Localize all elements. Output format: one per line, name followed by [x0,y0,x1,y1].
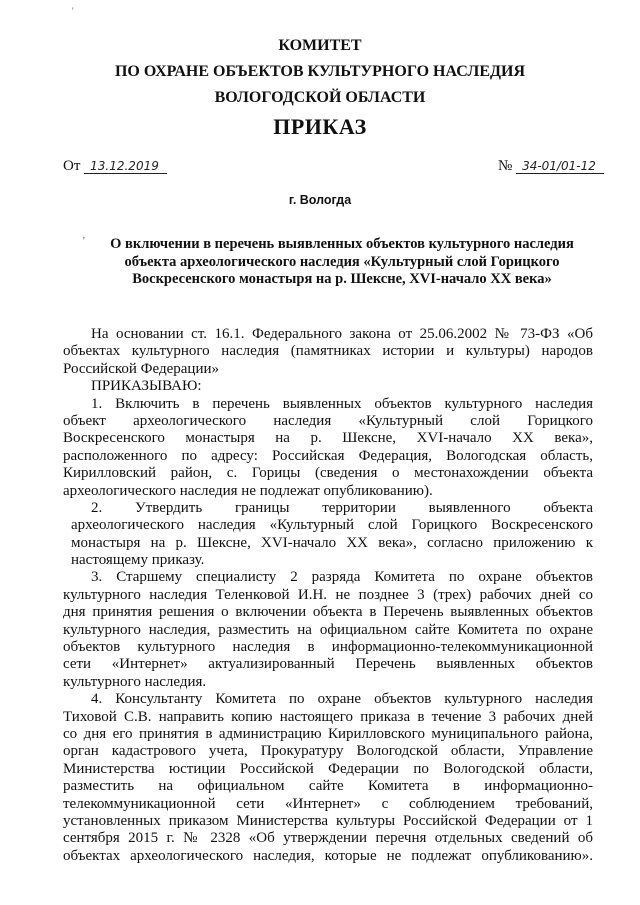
number-label: № [498,158,513,174]
body-line: объект археологического наследия «Культурный слой Горицкого [63,412,593,429]
body-line: ПРИКАЗЫВАЮ: [91,378,202,395]
city-line: г. Вологда [288,193,352,207]
number-line [498,158,604,175]
header-region: ВОЛОГОДСКОЙ ОБЛАСТИ [214,89,426,106]
body-line: сети «Интернет» актуализированный Перечень выявленных объектов [63,656,593,673]
body-line: объектах археологического наследия, которые не подлежат опубликованию». [63,847,593,864]
number-value: 34-01/01-12 [516,159,604,174]
body-line: со дня его принятия в администрацию Кирилловского муниципального района, [63,725,593,742]
subject-mark: ' [83,236,85,247]
body-line: культурного наследия. [63,673,207,690]
body-line: 3. Старшему специалисту 2 разряда Комитета по охране объектов [91,569,593,586]
body-line: объектов культурного наследия в информационно-телекоммуникационной [63,639,593,656]
header-committee-purpose: ПО ОХРАНЕ ОБЪЕКТОВ КУЛЬТУРНОГО НАСЛЕДИЯ [114,63,526,80]
body-line: археологического наследия не подлежат опубликованию). [63,482,433,499]
body-line: сентября 2015 г. № 2328 «Об утверждении перечня отдельных сведений об [63,830,593,847]
subject-line: объекта археологического наследия «Культурный слой Горицкого [124,253,560,270]
body-line: археологического наследия «Культурный слой Горицкого Воскресенского [71,517,593,534]
body-line: культурного наследия, разместить на официальном сайте Комитета по охране [63,621,593,638]
body-line: Кирилловский район, с. Горицы (сведения о местонахождении объекта [63,465,593,482]
body-line: дня принятия решения о включении объекта в Перечень выявленных объектов [63,604,593,621]
body-line: 2. Утвердить границы территории выявленного объекта [91,499,593,516]
corner-mark: ' [72,6,74,16]
document-type-title: ПРИКАЗ [273,114,367,139]
date-line [63,158,167,175]
body-line: 4. Консультанту Комитета по охране объектов культурного наследия [91,691,593,708]
body-line: На основании ст. 16.1. Федерального закона от 25.06.2002 № 73-ФЗ «Об [91,326,593,342]
header-committee: КОМИТЕТ [278,37,362,54]
body-line: орган кадастрового учета, Прокуратуру Вологодской области, Управление [63,743,593,760]
body-line: монастыря на р. Шексне, XVI-начало XX века», согласно приложению к [71,534,593,551]
date-value: 13.12.2019 [84,159,167,174]
order-body [63,326,593,865]
body-line: настоящему приказу. [71,552,205,569]
body-line: Воскресенского монастыря на р. Шексне, XVI-начало XX века», [63,430,593,447]
body-line: Министерства юстиции Российской Федерации по Вологодской области, [63,760,593,777]
body-line: разместить на официальном сайте Комитета в информационно- [63,778,593,795]
body-line: 1. Включить в перечень выявленных объектов культурного наследия [91,395,593,412]
body-line: телекоммуникационной сети «Интернет» с соблюдением требований, [63,795,593,812]
subject-line: О включении в перечень выявленных объектов культурного наследия [110,236,574,252]
body-line: расположенного по адресу: Российская Федерация, Вологодская область, [63,447,593,464]
body-line: объектах культурного наследия (памятниках истории и культуры) народов [63,343,593,360]
subject-line: Воскресенского монастыря на р. Шексне, XVI-начало XX века» [132,271,552,287]
body-line: установленных приказом Министерства культуры Российской Федерации от 1 [63,812,593,829]
body-line: Тиховой С.В. направить копию настоящего приказа в течение 3 рабочих дней [63,708,593,725]
subject-heading [82,236,602,289]
body-line: Российской Федерации» [63,360,220,377]
date-label: От [63,158,81,174]
body-line: культурного наследия Теленковой И.Н. не позднее 3 (трех) рабочих дней со [63,586,593,603]
